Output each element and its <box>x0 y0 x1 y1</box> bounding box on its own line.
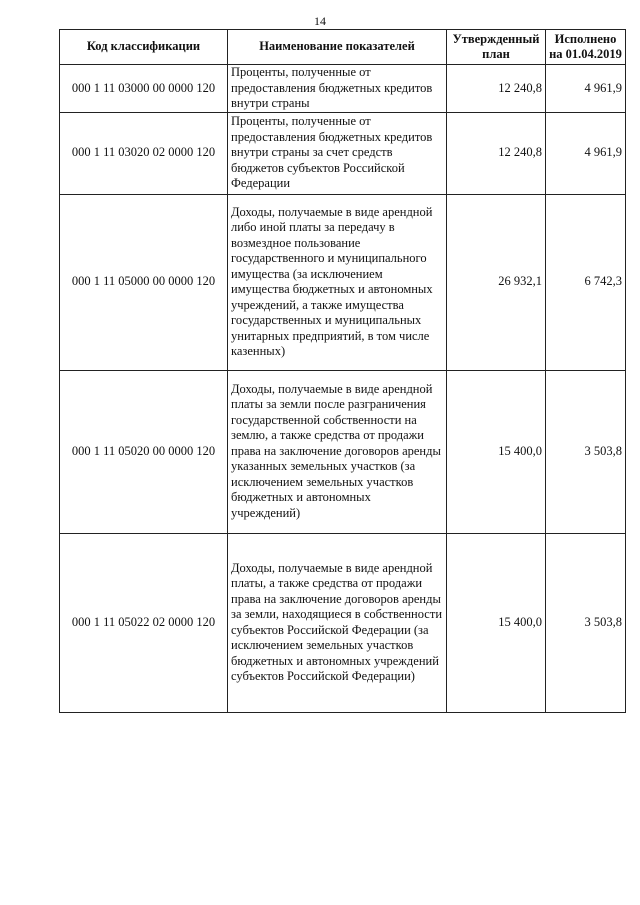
header-done <box>546 30 626 65</box>
row-name: Проценты, полученные от предоставления бюджетных кредитов внутри страны за счет средств бюджетов субъектов Российской Федерации <box>228 112 447 194</box>
table-row <box>60 65 626 113</box>
table-header-row <box>60 30 626 65</box>
row-code: 000 1 11 05022 02 0000 120 <box>60 533 228 712</box>
row-done: 4 961,9 <box>546 112 626 194</box>
budget-table <box>59 29 626 713</box>
row-plan: 12 240,8 <box>447 112 546 194</box>
header-done-line2: на 01.04.2019 <box>549 47 622 61</box>
row-name: Проценты, полученные от предоставления бюджетных кредитов внутри страны <box>228 65 447 113</box>
row-code: 000 1 11 05020 00 0000 120 <box>60 370 228 533</box>
table-row <box>60 370 626 533</box>
header-code: Код классификации <box>60 30 228 65</box>
row-done: 6 742,3 <box>546 194 626 370</box>
row-done: 3 503,8 <box>546 533 626 712</box>
table-row <box>60 533 626 712</box>
table-row <box>60 112 626 194</box>
row-plan: 12 240,8 <box>447 65 546 113</box>
row-name: Доходы, получаемые в виде арендной платы, а также средства от продажи права на заключение договоров аренды за земли, находящиеся в собственности субъектов Российской Федерации (за исключением земельных участков бюджетных и автономных учреждений субъектов Российской Федерации) <box>228 533 447 712</box>
table-row <box>60 194 626 370</box>
row-plan: 15 400,0 <box>447 370 546 533</box>
row-plan: 15 400,0 <box>447 533 546 712</box>
row-plan: 26 932,1 <box>447 194 546 370</box>
row-code: 000 1 11 03020 02 0000 120 <box>60 112 228 194</box>
header-done-line1: Исполнено <box>554 31 617 46</box>
header-plan-line1: Утвержденный <box>452 31 540 46</box>
row-done: 3 503,8 <box>546 370 626 533</box>
row-code: 000 1 11 03000 00 0000 120 <box>60 65 228 113</box>
header-name: Наименование показателей <box>228 30 447 65</box>
row-code: 000 1 11 05000 00 0000 120 <box>60 194 228 370</box>
header-plan-line2: план <box>482 47 510 61</box>
row-name: Доходы, получаемые в виде арендной либо иной платы за передачу в возмездное пользование государственного и муниципального имущества (за исключением имущества бюджетных и автономных учреждений, а также имущества государственных и муниципальных унитарных предприятий, в том числе казенных) <box>228 194 447 370</box>
row-name: Доходы, получаемые в виде арендной платы за земли после разграничения государственной собственности на землю, а также средства от продажи права на заключение договоров аренды указанных земельных участков (за исключением земельных участков бюджетных и автономных учреждений) <box>228 370 447 533</box>
page-number: 14 <box>314 14 326 28</box>
header-plan <box>447 30 546 65</box>
row-done: 4 961,9 <box>546 65 626 113</box>
